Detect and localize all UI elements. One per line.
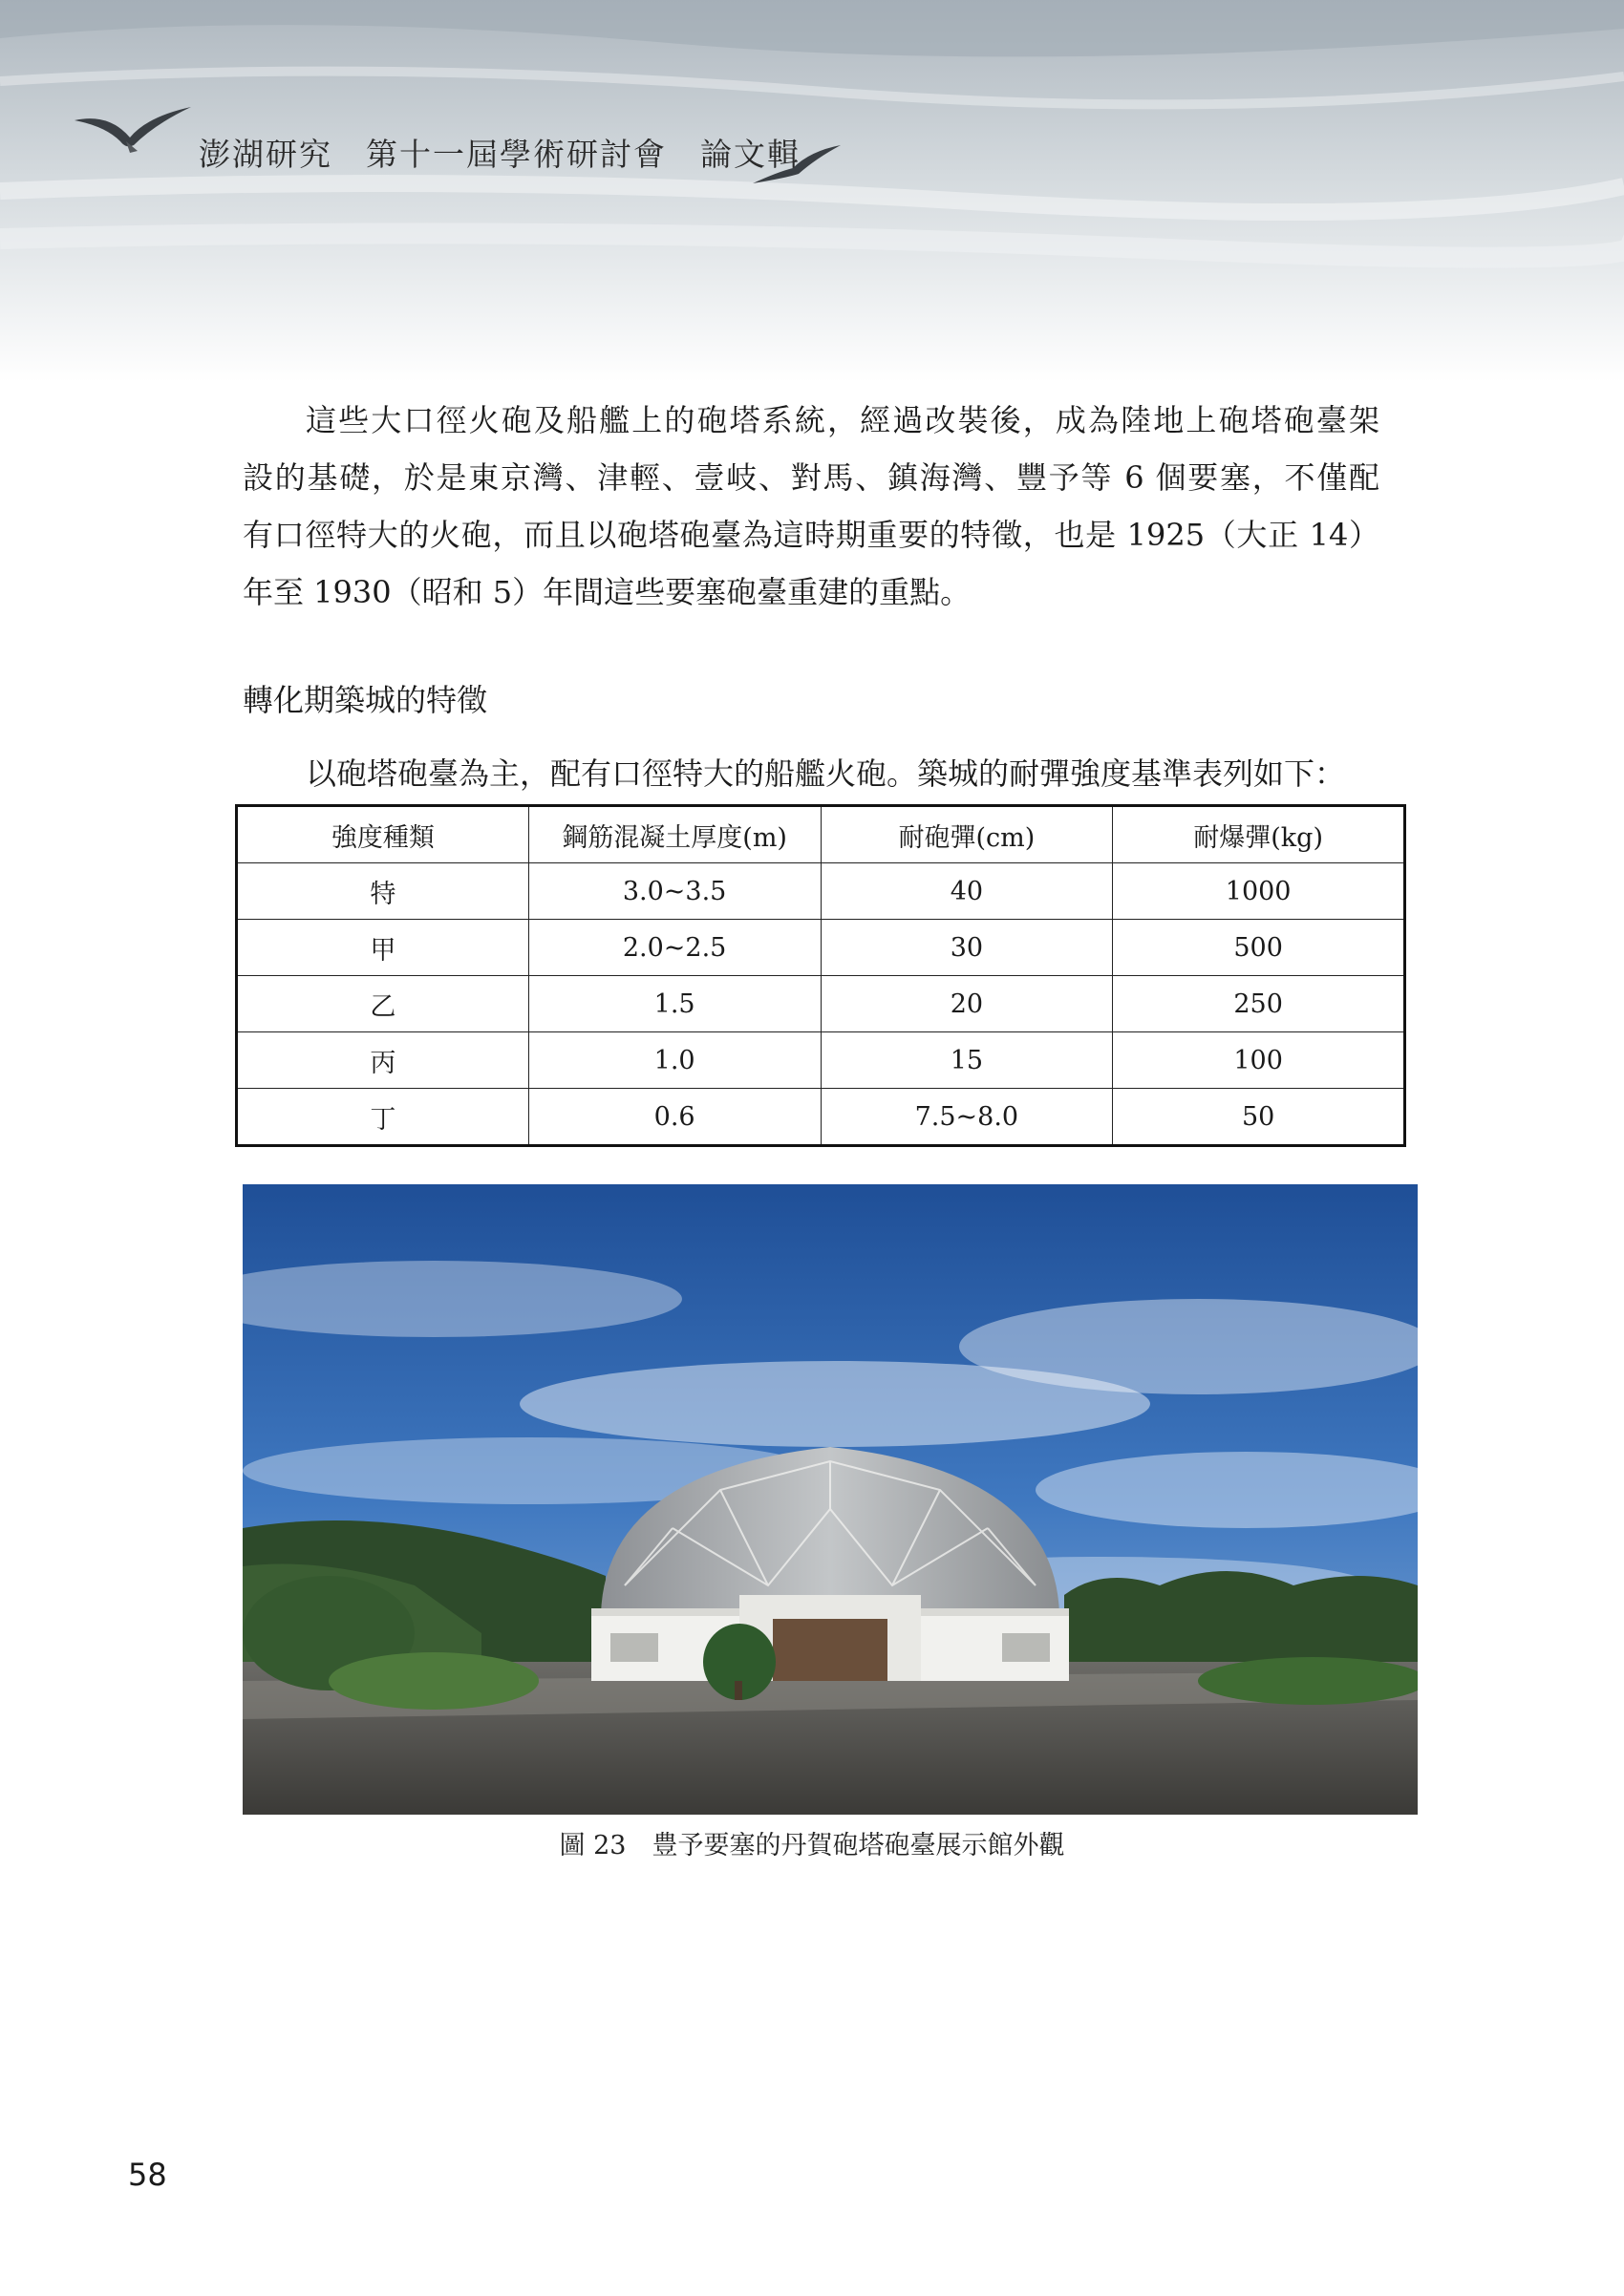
page-number: 58	[128, 2157, 167, 2193]
sea-sky-background	[0, 0, 1624, 382]
bomb-resistance-table	[235, 804, 1406, 1147]
table-cell: 丙	[237, 1032, 529, 1089]
section-heading: 轉化期築城的特徵	[243, 682, 488, 718]
table-cell: 甲	[237, 920, 529, 976]
section-intro: 以砲塔砲臺為主，配有口徑特大的船艦火砲。築城的耐彈強度基準表列如下：	[306, 755, 1346, 792]
table-cell: 1.0	[528, 1032, 821, 1089]
table-cell: 50	[1113, 1089, 1405, 1146]
dome-exhibit-photo	[243, 1184, 1418, 1815]
table-cell: 2.0~2.5	[528, 920, 821, 976]
table-cell: 丁	[237, 1089, 529, 1146]
table-cell: 7.5~8.0	[821, 1089, 1113, 1146]
table-cell: 30	[821, 920, 1113, 976]
column-header: 鋼筋混凝土厚度(m)	[528, 806, 821, 863]
seagull-icon	[71, 99, 195, 157]
table-cell: 20	[821, 976, 1113, 1032]
table-row	[237, 976, 1405, 1032]
journal-title: 澎湖研究 第十一屆學術研討會 論文輯	[199, 136, 801, 173]
figure-caption: 圖 23 豊予要塞的丹賀砲塔砲臺展示館外觀	[559, 1831, 1065, 1860]
table-cell: 1.5	[528, 976, 821, 1032]
photo-illustration	[243, 1184, 1418, 1815]
table-cell: 特	[237, 863, 529, 920]
table-header-row	[237, 806, 1405, 863]
table-row	[237, 1089, 1405, 1146]
column-header: 耐爆彈(kg)	[1113, 806, 1405, 863]
table-cell: 15	[821, 1032, 1113, 1089]
table-cell: 1000	[1113, 863, 1405, 920]
table-row	[237, 863, 1405, 920]
table-cell: 500	[1113, 920, 1405, 976]
table-cell: 0.6	[528, 1089, 821, 1146]
table-cell: 3.0~3.5	[528, 863, 821, 920]
paragraph-line: 設的基礎，於是東京灣、津輕、壹岐、對馬、鎮海灣、豐予等 6 個要塞，不僅配	[243, 459, 1379, 496]
paragraph-line: 有口徑特大的火砲，而且以砲塔砲臺為這時期重要的特徵，也是 1925（大正 14）	[243, 517, 1379, 553]
table-cell: 250	[1113, 976, 1405, 1032]
table-cell: 40	[821, 863, 1113, 920]
table-cell: 100	[1113, 1032, 1405, 1089]
body-paragraph	[243, 392, 1379, 621]
table-cell: 乙	[237, 976, 529, 1032]
column-header: 耐砲彈(cm)	[821, 806, 1113, 863]
paragraph-line: 年至 1930（昭和 5）年間這些要塞砲臺重建的重點。	[243, 574, 972, 610]
table-row	[237, 1032, 1405, 1089]
column-header: 強度種類	[237, 806, 529, 863]
paragraph-line: 這些大口徑火砲及船艦上的砲塔系統，經過改裝後，成為陸地上砲塔砲臺架	[306, 402, 1379, 438]
table-row	[237, 920, 1405, 976]
page-header	[0, 0, 1624, 382]
